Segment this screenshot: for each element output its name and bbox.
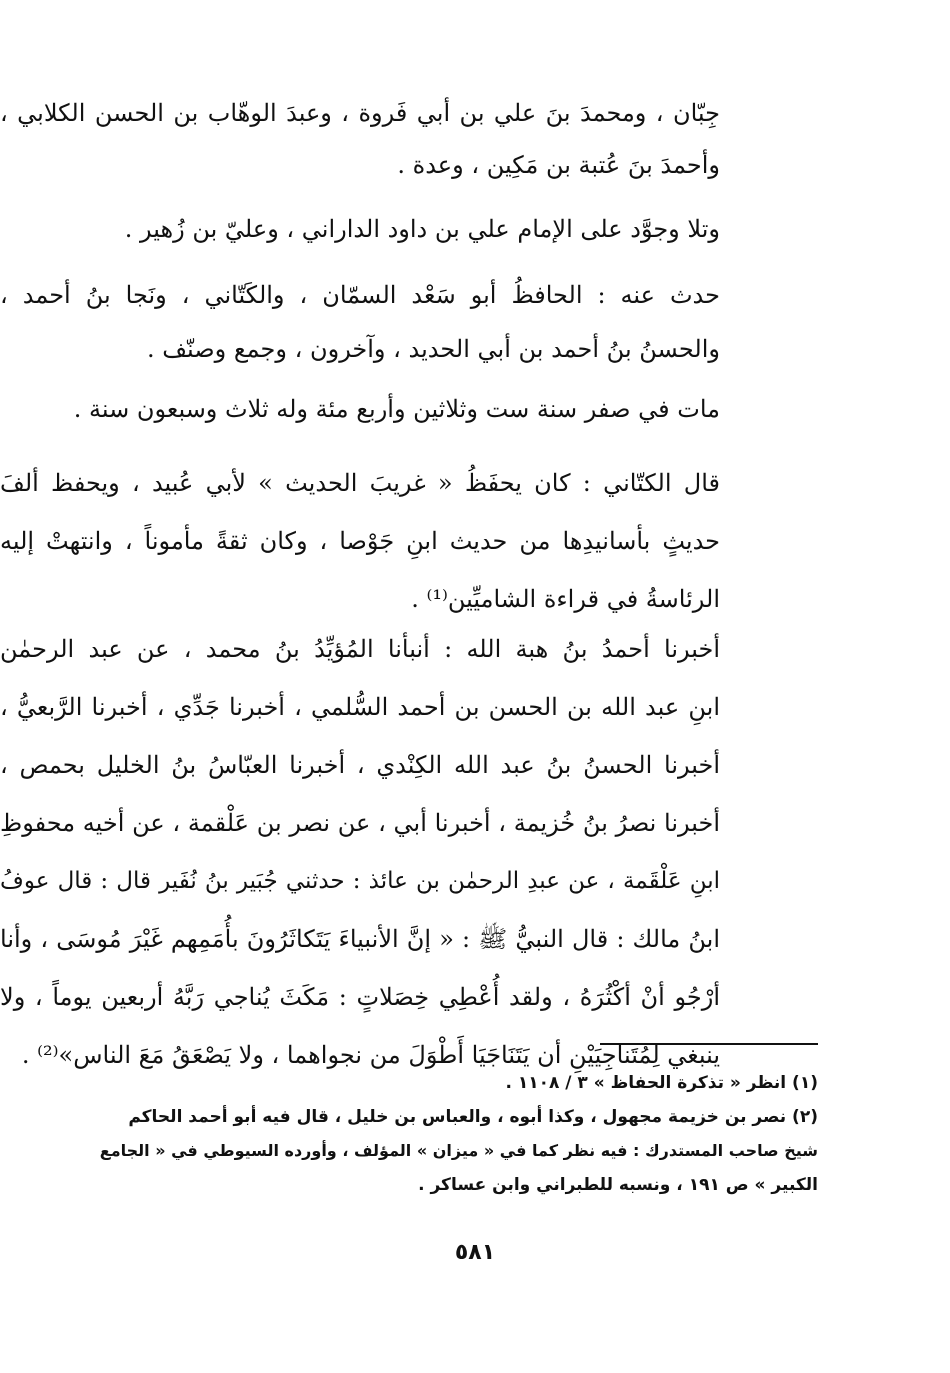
text-line: قال الكتّاني : كان يحفَظُ « غريبَ الحديث » لأبي عُبيد ، ويحفظ ألفَ bbox=[0, 469, 720, 497]
paragraph-6 bbox=[0, 620, 720, 1084]
text-line: وأحمدَ بنَ عُتبة بن مَكِين ، وعدة . bbox=[397, 151, 720, 179]
text-line: مات في صفر سنة ست وثلاثين وأربع مئة وله ثلاث وسبعون سنة . bbox=[73, 395, 720, 423]
text-line: ابنُ مالك : قال النبيُّ ﷺ : « إنَّ الأنبياءَ يَتَكاثَرُونَ بأُمَمِهم غَيْرَ مُوسَى ، وأنا bbox=[0, 925, 720, 953]
paragraph-5 bbox=[0, 454, 720, 628]
text-line: وتلا وجوَّد على الإمام علي بن داود الداراني ، وعليّ بن زُهير . bbox=[124, 215, 720, 243]
footnote-line: الكبير » ص ١٩١ ، ونسبه للطبراني وابن عساكر . bbox=[418, 1175, 818, 1195]
paragraph-2 bbox=[0, 200, 720, 258]
page-number: ٥٨١ bbox=[454, 1240, 496, 1265]
paragraph-4 bbox=[0, 380, 720, 438]
footnote-separator bbox=[600, 1043, 818, 1045]
text-line: والحسنُ بنُ أحمد بن أبي الحديد ، وآخرون ، وجمع وصنّف . bbox=[146, 335, 720, 363]
text-line: حدث عنه : الحافظُ أبو سَعْد السمّان ، والكَتّاني ، ونَجا بنُ أحمد ، bbox=[0, 281, 720, 309]
text-line: ينبغي لِمُتَناجِيَيْنِ أن يَتَنَاجَيَا أَطْوَلَ من نجواهما ، ولا يَصْعَقُ مَعَ الناس»⁽²⁾ . bbox=[21, 1041, 720, 1069]
footnote-line: (٢) نصر بن خزيمة مجهول ، وكذا أبوه ، والعباس بن خليل ، قال فيه أبو أحمد الحاكم bbox=[128, 1107, 818, 1127]
text-line: أخبرنا الحسنُ بنُ عبد الله الكِنْدي ، أخبرنا العبّاسُ بنُ الخليل بحمص ، bbox=[0, 751, 720, 779]
text-line: جِبّان ، ومحمدَ بنَ علي بن أبي فَروة ، وعبدَ الوهّاب بن الحسن الكلابي ، bbox=[0, 99, 720, 127]
paragraph-1 bbox=[0, 84, 720, 194]
footnote-1 bbox=[96, 1066, 818, 1100]
text-line: الرئاسةُ في قراءة الشاميِّين⁽¹⁾ . bbox=[411, 585, 720, 613]
text-line: أرْجُو أنْ أكْثُرَهُ ، ولقد أُعْطِي خِصَلاتٍ : مَكَثَ يُناجي رَبَّهُ أربعين يوماً ، ولا bbox=[0, 983, 720, 1011]
text-line: أخبرنا أحمدُ بنُ هبة الله : أنبأنا المُؤيِّدُ بنُ محمد ، عن عبد الرحمٰن bbox=[0, 635, 720, 663]
footnote-line: (١) انظر « تذكرة الحفاظ » ٣ / ١١٠٨ . bbox=[505, 1073, 818, 1093]
footnote-2 bbox=[96, 1100, 818, 1202]
paragraph-3 bbox=[0, 266, 720, 378]
text-line: ابنِ عَلْقَمة ، عن عبدِ الرحمٰن بن عائذ : حدثني جُبَير بنُ نُفَير قال : قال عوفُ bbox=[0, 868, 720, 894]
text-line: ابنِ عبد الله بن الحسن بن أحمد السُّلمي ، أخبرنا جَدِّي ، أخبرنا الرَّبعيُّ ، bbox=[0, 693, 720, 721]
footnotes bbox=[96, 1066, 818, 1202]
text-line: أخبرنا نصرُ بنُ خُزيمة ، أخبرنا أبي ، عن نصر بن عَلْقمة ، عن أخيه محفوظِ bbox=[0, 809, 720, 837]
text-line: حديثٍ بأسانيدِها من حديث ابنِ جَوْصا ، وكان ثقةً مأموناً ، وانتهتْ إليه bbox=[0, 527, 720, 555]
footnote-line: شيخ صاحب المستدرك : فيه نظر كما في « ميزان » المؤلف ، وأورده السيوطي في « الجامع bbox=[99, 1141, 818, 1160]
